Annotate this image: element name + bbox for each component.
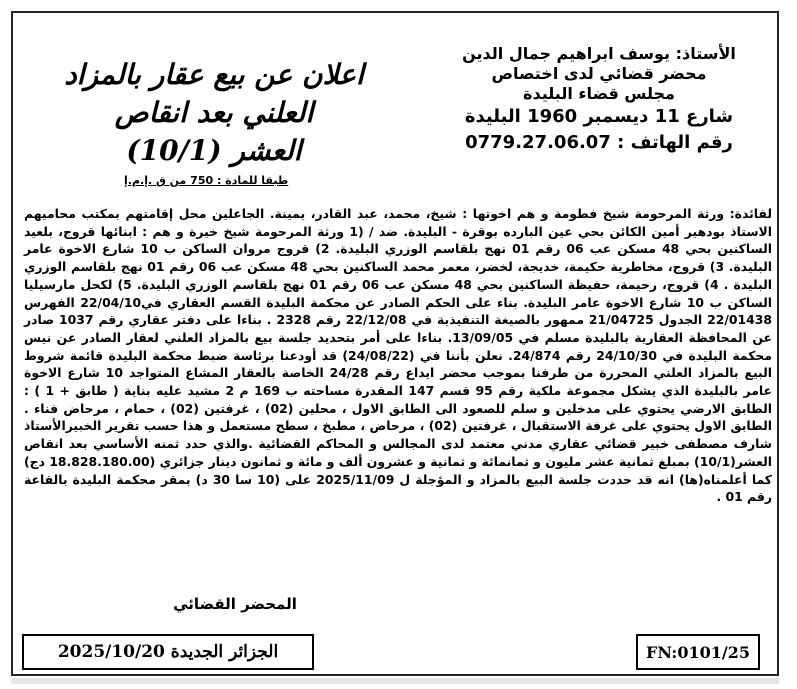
bailiff-address: شارع 11 ديسمبر 1960 البليدة	[464, 106, 734, 127]
announcement-body: لفائدة: ورثة المرحومة شيخ فطومة و هم اخوتها : شيخ، محمد، عبد القادر، يمينة. الجاعلين محل إقامتهم بمكتب محاميهم الاستاذ بودهير أمين الكائن بحي عين البارده بوقرة - البليدة. ضد / (1 ورثة المرحومة شيخ خيرة و هم : ابنائها قروج، بلعيد الساكنين بحي 48 مسكن عب 06 رقم 01 نهج بلقاسم الوزري البليدة. 2) قروج مروان الساكن ب 10 شارع الاخوة عامر البليدة. 3) قروج، مخاطرية حكيمة، خديجة، لخضر، معمر محمد الساكنين بحي 48 مسكن عب 06 رقم 01 نهج بلقاسم الوزري البليدة . 4) قروج، رحيمة، حفيظة الساكنين بحي 48 مسكن عب 06 رقم 01 نهج بلقاسم الوزري البليدة. 5) لكحل مارسيليا الساكن ب 10 شارع الاخوة عامر البليدة. بناء على الحكم الصادر عن محكمة البليدة القسم العقاري في22/04/10 الفهرس 22/01438 الجدول 21/04725 ممهور بالصيغة التنفيذية في 22/12/08 رقم 2328 . بناءا على دفتر عقاري رقم 1037 صادر عن المحافظة العقارية بالبليدة مسلم في 13/09/05. بناءا على أمر بتحديد جلسة بيع بالمزاد العلني لعقار الصادر عن نيس محكمة البليدة في 24/10/30 رقم 24/874. نعلن بأننا في (24/08/22) قد أودعنا برئاسة ضبط محكمة البليدة قائمة شروط البيع بالمزاد العلني المحررة من طرفنا بموجب محضر ايداع رقم 24/28 الخاصة بالعقار المشاع المتواجد 10 شارع الاخوة عامر بالبليدة الذي يشكل مجموعة ملكية رقم 95 قسم 147 المقدرة مساحته ب 169 م 2 مشيد عليه بناية ( طابق + 1 ) : الطابق الارضي يحتوي على مدخلين و سلم للصعود الى الطابق الاول ، محلين (02) ، غرفتين (02) ، حمام ، مرحاض فناء . الطابق الاول يحتوي على غرفة الاستقبال ، غرفتين (02) ، مرحاض ، مطبخ ، سطح مستعمل و هذا حسب تقرير الخبيرالأستاذ شارف مصطفى خبير قضائي عقاري مدني معتمد لدى المجالس و المحاكم القضائية .والذي حدد ثمنه الأساسي بعد انقاص العشر(10/1) بمبلغ ثمانية عشر مليون و ثمانمائة و ثمانية و عشرون ألف و مائة و ثمانون دينار جزائري (18.828.180.00 دج) كما أعلمناه(ها) انه قد حددت جلسة البيع بالمزاد و المؤجلة ل 2025/11/09 على (10 سا 30 د) بمقر محكمة البليدة بالقاعة رقم 01 .	[24, 206, 773, 505]
fn-reference-box: FN:0101/25	[636, 634, 760, 670]
title-line-3: العشر (10/1)	[126, 134, 302, 167]
newspaper-date-box: الجزائر الجديدة 2025/10/20	[22, 634, 314, 670]
title-line-1: اعلان عن بيع عقار بالمزاد	[64, 58, 364, 91]
legal-reference: طبقا للمادة : 750 من ق .إ.م.إ	[124, 174, 289, 187]
announcement-title	[44, 56, 384, 187]
bottom-strip	[11, 678, 779, 684]
title-line-2: العلني بعد انقاص	[114, 96, 314, 129]
bailiff-role: محضر قضائي لدى اختصاص	[491, 64, 707, 83]
bailiff-name: الأستاذ: يوسف ابراهيم جمال الدين	[462, 44, 736, 63]
bailiff-phone: رقم الهاتف : 0779.27.06.07	[465, 132, 733, 153]
signature: المحضر القضائي	[173, 595, 297, 613]
document-header	[24, 44, 779, 204]
bailiff-info	[419, 44, 779, 156]
court-name: مجلس قضاء البليدة	[523, 84, 675, 103]
